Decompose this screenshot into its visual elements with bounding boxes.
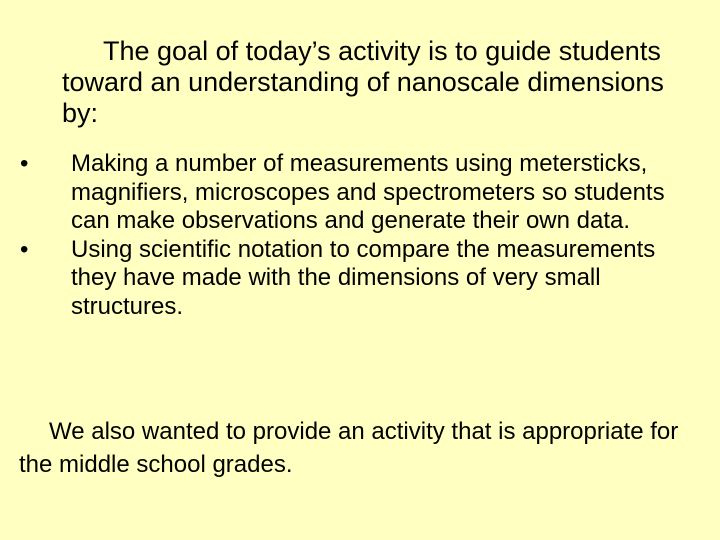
bullet-item-measurements bbox=[20, 150, 700, 236]
bullet-list bbox=[20, 150, 700, 321]
bullet-text: Making a number of measurements using metersticks, magnifiers, microscopes and spectrometers so students can make observations and generate their own data. bbox=[71, 150, 665, 234]
bullet-text: Using scientific notation to compare the measurements they have made with the dimensions of very small structures. bbox=[71, 235, 656, 320]
bullet-marker: • bbox=[20, 150, 29, 177]
closing-paragraph: We also wanted to provide an activity that is appropriate for the middle school grades. bbox=[19, 418, 679, 478]
bullet-item-scientific-notation bbox=[20, 236, 700, 322]
bullet-marker: • bbox=[20, 235, 29, 263]
intro-paragraph: The goal of today’s activity is to guide students toward an understanding of nanoscale dimensions by: bbox=[62, 36, 664, 128]
